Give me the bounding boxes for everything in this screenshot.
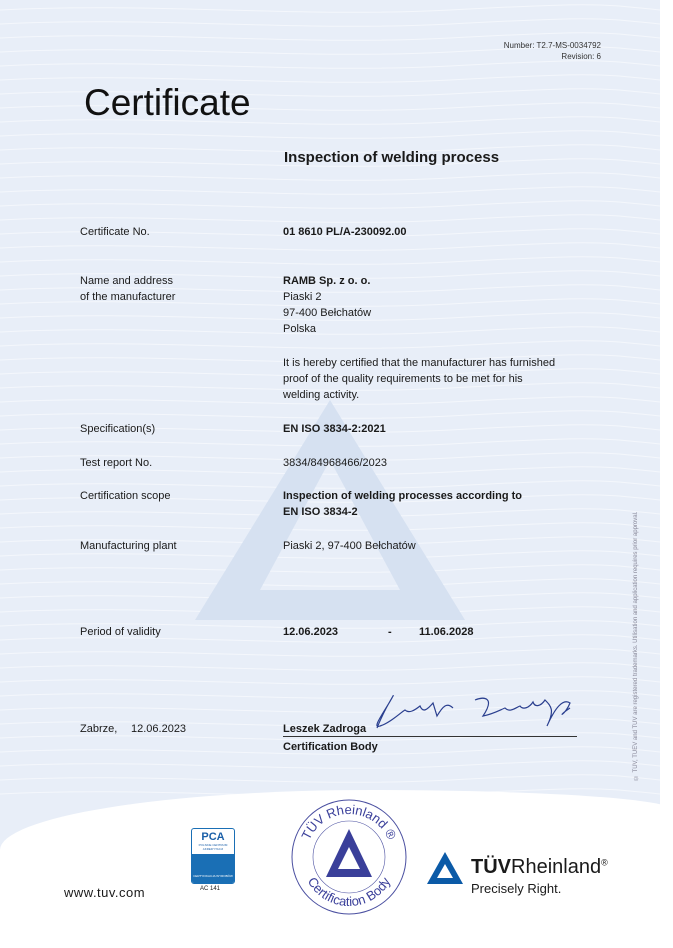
wave-line xyxy=(0,649,660,657)
label-validity: Period of validity xyxy=(80,626,161,638)
value-certificate-no: 01 8610 PL/A-230092.00 xyxy=(283,226,407,238)
address-line: Polska xyxy=(283,323,317,335)
label-test-report: Test report No. xyxy=(80,457,153,469)
wave-line xyxy=(0,19,660,27)
value-plant: Piaski 2, 97-400 Bełchatów xyxy=(283,540,416,552)
document-number xyxy=(504,40,601,62)
label-plant: Manufacturing plant xyxy=(80,540,177,552)
tuv-brand xyxy=(471,856,608,879)
wave-line xyxy=(0,677,660,685)
seal-top-text: TÜV Rheinland ® xyxy=(298,801,400,843)
revision: Revision: 6 xyxy=(561,52,601,61)
pca-name: PCA xyxy=(201,831,225,843)
wave-line xyxy=(0,257,660,265)
trademark-notice: © TÜV, TUEV and TUV are registered trademarks. Utilisation and application requires prior approval. xyxy=(633,511,639,780)
pca-logo xyxy=(191,828,235,884)
wave-line xyxy=(0,243,660,251)
page-title: Certificate xyxy=(84,82,251,123)
brand-slogan: Precisely Right. xyxy=(471,881,562,896)
wave-line xyxy=(0,761,660,769)
brand-reg: ® xyxy=(601,857,608,868)
wave-line xyxy=(0,131,660,139)
subtitle: Inspection of welding process xyxy=(284,149,500,166)
number: Number: T2.7-MS-0034792 xyxy=(503,41,601,50)
label-specification: Specification(s) xyxy=(80,423,156,435)
signatory-name: Leszek Zadroga xyxy=(283,723,367,735)
certification-body-label: Certification Body xyxy=(283,741,378,753)
wave-line xyxy=(0,663,660,671)
address-line: 97-400 Bełchatów xyxy=(283,307,372,319)
label-line: of the manufacturer xyxy=(80,291,176,303)
certification-seal xyxy=(290,797,408,917)
value-scope xyxy=(283,488,522,520)
value-test-report: 3834/84968466/2023 xyxy=(283,457,387,469)
scope-line: EN ISO 3834-2 xyxy=(283,506,358,518)
scope-line: Inspection of welding processes according to xyxy=(283,490,522,502)
label-manufacturer xyxy=(80,273,175,305)
label-certificate-no: Certificate No. xyxy=(80,226,150,238)
place: Zabrze, xyxy=(80,723,118,735)
signature-line xyxy=(283,736,577,737)
company-name: RAMB Sp. z o. o. xyxy=(283,275,371,287)
wave-line xyxy=(0,775,660,783)
statement-line: welding activity. xyxy=(283,389,360,401)
label-scope: Certification scope xyxy=(80,490,171,502)
wave-line xyxy=(0,173,660,181)
statement-line: It is hereby certified that the manufacturer has furnished xyxy=(283,357,556,369)
seal-bottom-text: Certification Body xyxy=(304,874,394,910)
pca-sub: POLSKIE CENTRUM AKREDYTACJI xyxy=(198,843,228,851)
brand-rest: Rheinland xyxy=(511,856,602,878)
statement-line: proof of the quality requirements to be met for his xyxy=(283,373,523,385)
tuv-triangle-icon xyxy=(425,850,465,886)
wave-line xyxy=(0,201,660,209)
label-line: Name and address xyxy=(80,275,173,287)
website-link[interactable]: www.tuv.com xyxy=(64,885,146,900)
valid-to: 11.06.2028 xyxy=(419,626,474,638)
validity-dash: - xyxy=(388,626,392,638)
wave-line xyxy=(0,341,660,349)
pca-code: AC 141 xyxy=(200,886,221,892)
certification-statement xyxy=(283,355,555,403)
wave-line xyxy=(0,187,660,195)
wave-line xyxy=(0,5,660,13)
pca-cert: CERTYFIKACJA WYROBÓW xyxy=(192,854,234,884)
valid-from: 12.06.2023 xyxy=(283,626,339,638)
brand-bold: TÜV xyxy=(471,856,511,878)
issue-date: 12.06.2023 xyxy=(131,723,187,735)
address-line: Piaski 2 xyxy=(283,291,322,303)
wave-line xyxy=(0,215,660,223)
signature xyxy=(365,688,585,736)
value-specification: EN ISO 3834-2:2021 xyxy=(283,423,386,435)
value-manufacturer xyxy=(283,273,371,337)
